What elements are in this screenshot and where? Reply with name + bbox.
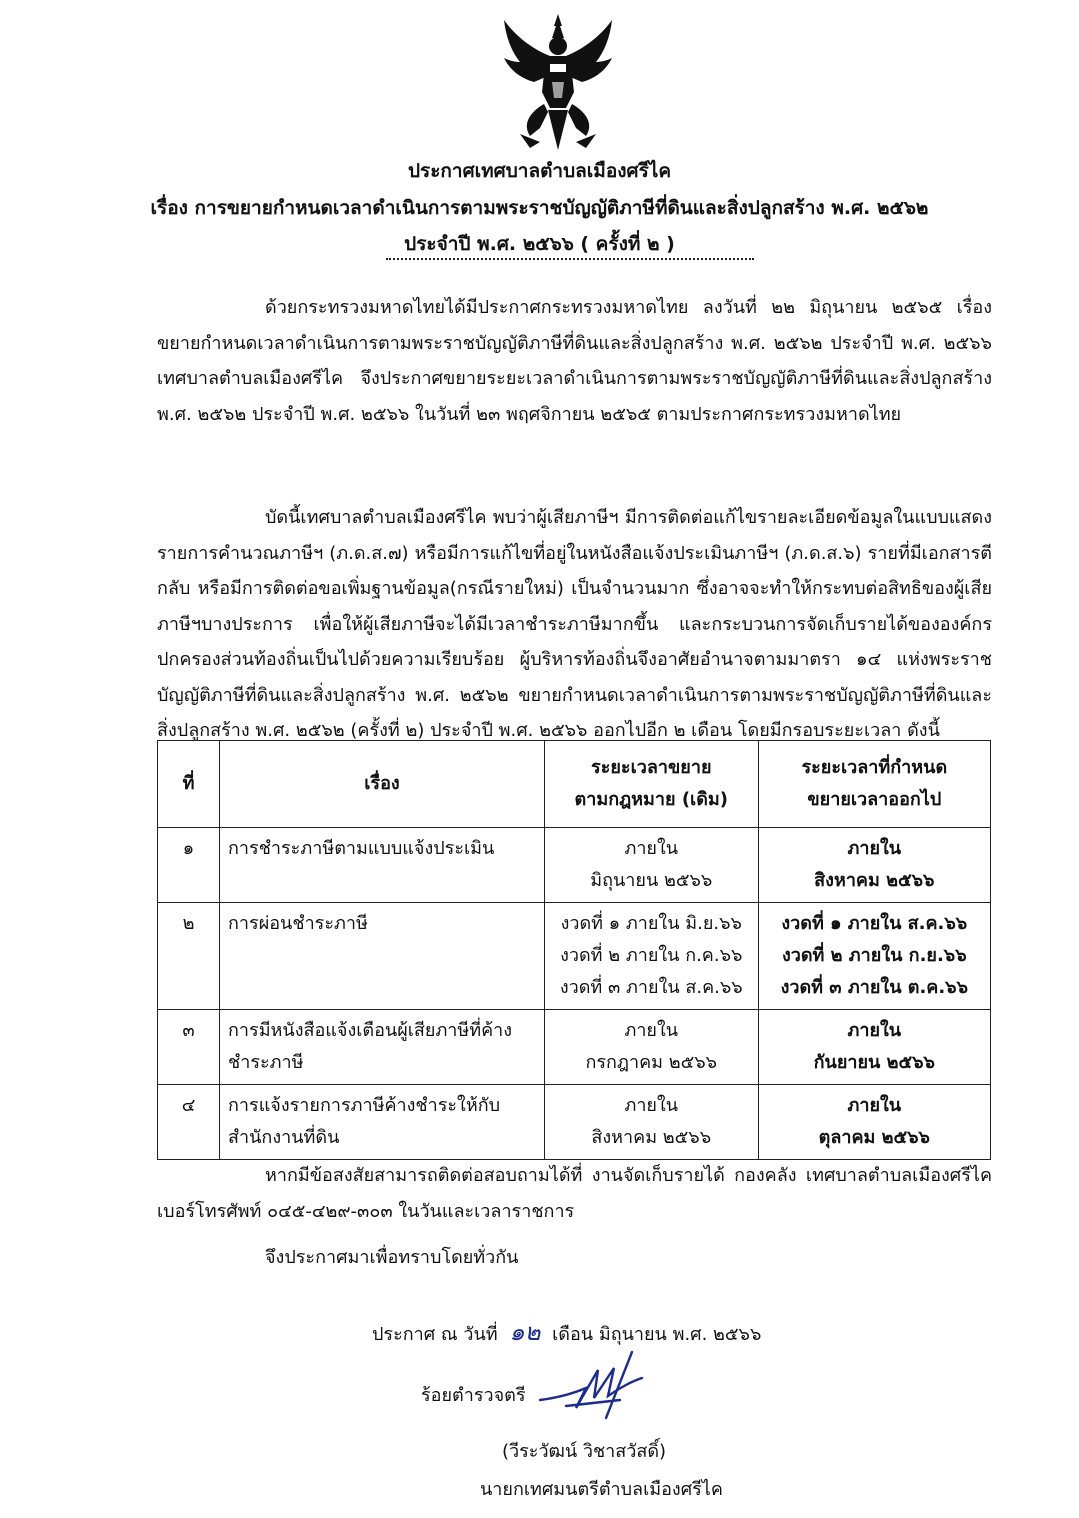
row-new-line: งวดที่ ๒ ภายใน ก.ย.๖๖ (781, 945, 967, 966)
table-row (158, 1085, 991, 1160)
row-new-period (758, 1085, 990, 1160)
table-header-row (158, 741, 991, 828)
row-new-line: งวดที่ ๑ ภายใน ส.ค.๖๖ (781, 913, 968, 934)
row-new-line: ตุลาคม ๒๕๖๖ (818, 1127, 930, 1148)
row-old-line: มิถุนายน ๒๕๖๖ (590, 870, 713, 891)
row-new-line: ภายใน (847, 1020, 902, 1041)
dotted-divider (386, 258, 754, 260)
row-old-period (544, 1085, 758, 1160)
announcement-title: ประกาศเทศบาลตำบลเมืองศรีไค (407, 160, 672, 182)
row-no: ๓ (158, 1010, 220, 1085)
row-subject (220, 1085, 545, 1160)
row-no: ๔ (158, 1085, 220, 1160)
signer-rank: ร้อยตำรวจตรี (421, 1385, 526, 1406)
row-subject-line: ชำระภาษี (228, 1052, 304, 1073)
header-new-line-1: ระยะเวลาที่กำหนด (801, 757, 948, 778)
row-old-period (544, 828, 758, 903)
row-new-line: กันยายน ๒๕๖๖ (813, 1052, 935, 1073)
row-new-line: สิงหาคม ๒๕๖๖ (814, 870, 935, 891)
row-subject-line: การชำระภาษีตามแบบแจ้งประเมิน (228, 838, 495, 859)
row-subject (220, 1010, 545, 1085)
paragraph-reason: บัดนี้เทศบาลตำบลเมืองศรีไค พบว่าผู้เสียภาษีฯ มีการติดต่อแก้ไขรายละเอียดข้อมูลในแบบแสดงรายการคำนวณภาษีฯ (ภ.ด.ส.๗) หรือมีการแก้ไขที่อยู่ในหนังสือแจ้งประเมินภาษีฯ (ภ.ด.ส.๖) รายที่มีเอกสารตีกลับ หรือมีการติดต่อขอเพิ่มฐานข้อมูล(กรณีรายใหม่) เป็นจำนวนมาก ซึ่งอาจจะทำให้กระทบต่อสิทธิของผู้เสียภาษีฯบางประการ เพื่อให้ผู้เสียภาษีจะได้มีเวลาชำระภาษีมากขึ้น และกระบวนการจัดเก็บรายได้ขององค์กรปกครองส่วนท้องถิ่นเป็นไปด้วยความเรียบร้อย ผู้บริหารท้องถิ่นจึงอาศัยอำนาจตามมาตรา ๑๔ แห่งพระราชบัญญัติภาษีที่ดินและสิ่งปลูกสร้าง พ.ศ. ๒๕๖๒ ขยายกำหนดเวลาดำเนินการตามพระราชบัญญัติภาษีที่ดินและสิ่งปลูกสร้าง พ.ศ. ๒๕๖๒ (ครั้งที่ ๒) ประจำปี พ.ศ. ๒๕๖๖ ออกไปอีก ๒ เดือน โดยมีกรอบระยะเวลา ดังนี้ (157, 507, 992, 741)
signer-title: นายกเทศมนตรีตำบลเมืองศรีไค (480, 1479, 723, 1500)
header-new-line-2: ขยายเวลาออกไป (807, 789, 942, 810)
announcement-year: ประจำปี พ.ศ. ๒๕๖๖ ( ครั้งที่ ๒ ) (404, 233, 675, 255)
garuda-emblem-icon (500, 12, 616, 152)
row-old-line: งวดที่ ๒ ภายใน ก.ค.๖๖ (560, 945, 743, 966)
header-subject: เรื่อง (220, 741, 545, 828)
row-old-line: ภายใน (624, 838, 679, 859)
header-old-period (544, 741, 758, 828)
issued-month: เดือน มิถุนายน พ.ศ. ๒๕๖๖ (552, 1324, 762, 1345)
row-old-line: งวดที่ ๑ ภายใน มิ.ย.๖๖ (560, 913, 742, 934)
row-old-line: งวดที่ ๓ ภายใน ส.ค.๖๖ (559, 977, 743, 998)
row-subject (220, 903, 545, 1010)
header-old-line-1: ระยะเวลาขยาย (591, 757, 712, 778)
paragraph-intro: ด้วยกระทรวงมหาดไทยได้มีประกาศกระทรวงมหาดไทย ลงวันที่ ๒๒ มิถุนายน ๒๕๖๕ เรื่องขยายกำหนดเวลาดำเนินการตามพระราชบัญญัติภาษีที่ดินและสิ่งปลูกสร้าง พ.ศ. ๒๕๖๒ ประจำปี พ.ศ. ๒๕๖๖ เทศบาลตำบลเมืองศรีไค จึงประกาศขยายระยะเวลาดำเนินการตามพระราชบัญญัติภาษีที่ดินและสิ่งปลูกสร้าง พ.ศ. ๒๕๖๒ ประจำปี พ.ศ. ๒๕๖๖ ในวันที่ ๒๓ พฤศจิกายน ๒๕๖๕ ตามประกาศกระทรวงมหาดไทย (157, 297, 992, 425)
row-subject (220, 828, 545, 903)
row-no: ๒ (158, 903, 220, 1010)
row-new-line: ภายใน (847, 1095, 902, 1116)
row-new-line: ภายใน (847, 838, 902, 859)
table-row (158, 828, 991, 903)
row-new-period (758, 828, 990, 903)
issued-day: ๑๒ (509, 1318, 541, 1346)
paragraph-closing: จึงประกาศมาเพื่อทราบโดยทั่วกัน (265, 1247, 519, 1268)
paragraph-contact: หากมีข้อสงสัยสามารถติดต่อสอบถามได้ที่ งานจัดเก็บรายได้ กองคลัง เทศบาลตำบลเมืองศรีไค เบอร์โทรศัพท์ ๐๔๕-๔๒๙-๓๐๓ ในวันและเวลาราชการ (157, 1165, 992, 1222)
row-old-period (544, 903, 758, 1010)
signature-icon (536, 1348, 646, 1426)
header-old-line-2: ตามกฎหมาย (เดิม) (574, 789, 728, 810)
row-old-line: สิงหาคม ๒๕๖๖ (591, 1127, 712, 1148)
row-no: ๑ (158, 828, 220, 903)
row-subject-line: การผ่อนชำระภาษี (228, 913, 368, 934)
row-old-line: กรกฎาคม ๒๕๖๖ (585, 1052, 718, 1073)
issued-label: ประกาศ ณ วันที่ (372, 1324, 498, 1345)
header-new-period (758, 741, 990, 828)
row-new-period (758, 903, 990, 1010)
header-no: ที่ (158, 741, 220, 828)
announcement-subject: เรื่อง การขยายกำหนดเวลาดำเนินการตามพระราชบัญญัติภาษีที่ดินและสิ่งปลูกสร้าง พ.ศ. ๒๕๖๒ (150, 197, 929, 219)
row-new-period (758, 1010, 990, 1085)
row-subject-line: การมีหนังสือแจ้งเตือนผู้เสียภาษีที่ค้าง (228, 1020, 513, 1041)
row-new-line: งวดที่ ๓ ภายใน ต.ค.๖๖ (780, 977, 969, 998)
issued-date (372, 1318, 761, 1349)
schedule-table (157, 740, 991, 1160)
row-old-period (544, 1010, 758, 1085)
table-row (158, 1010, 991, 1085)
row-subject-line: การแจ้งรายการภาษีค้างชำระให้กับ (228, 1095, 501, 1116)
row-old-line: ภายใน (624, 1020, 679, 1041)
row-old-line: ภายใน (624, 1095, 679, 1116)
table-row (158, 903, 991, 1010)
signer-name: (วีระวัฒน์ วิชาสวัสดิ์) (502, 1441, 667, 1462)
row-subject-line: สำนักงานที่ดิน (228, 1127, 340, 1148)
